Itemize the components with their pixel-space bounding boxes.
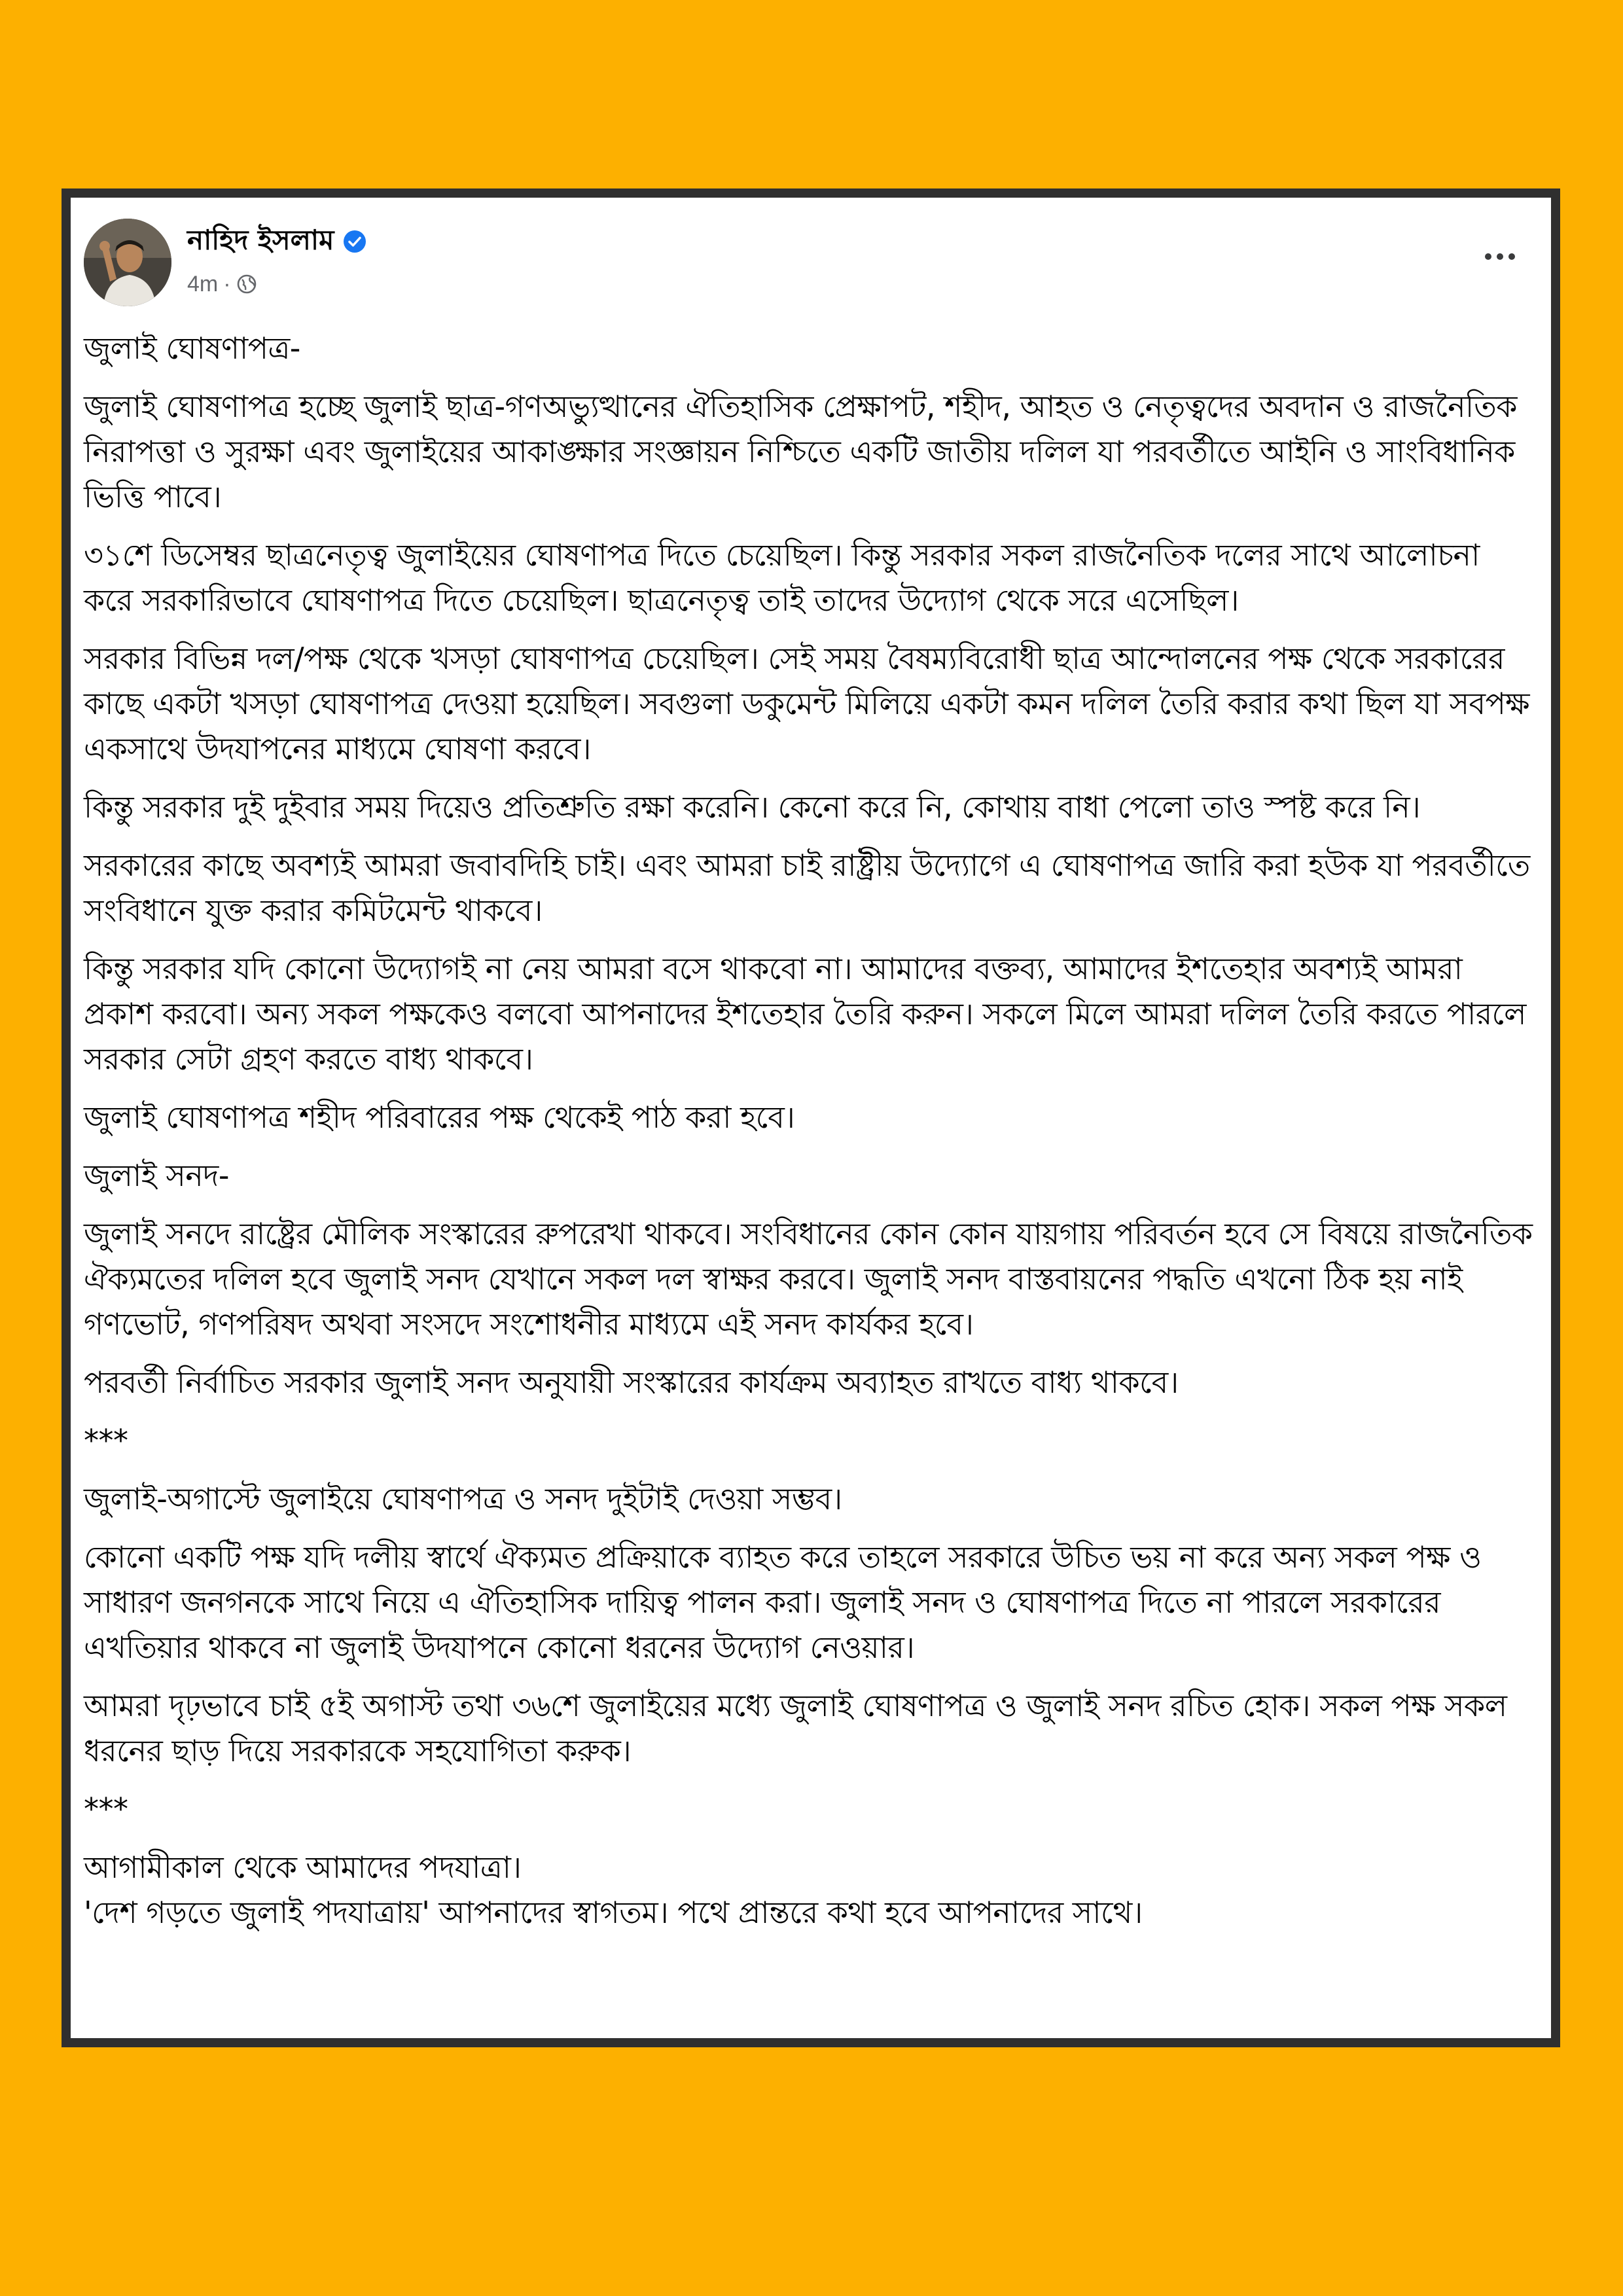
- post-paragraph: কিন্তু সরকার দুই দুইবার সময় দিয়েও প্রতিশ্রুতি রক্ষা করেনি। কেনো করে নি, কোথায় বাধা পেলো তাও স্পষ্ট করে নি।: [84, 789, 1421, 825]
- author-name[interactable]: নাহিদ ইসলাম: [187, 223, 334, 256]
- post-paragraph: জুলাই সনদে রাষ্ট্রের মৌলিক সংস্কারের রুপরেখা থাকবে। সংবিধানের কোন কোন যায়গায় পরিবর্তন হবে সে বিষয়ে রাজনৈতিক ঐক্যমতের দলিল হবে জুলাই সনদ যেখানে সকল দল স্বাক্ষর করবে। জুলাই সনদ বাস্তবায়নের পদ্ধতি এখনো ঠিক হয় নাই গণভোট, গণপরিষদ অথবা সংসদে সংশোধনীর মাধ্যমে এই সনদ কার্যকর হবে।: [84, 1216, 1533, 1342]
- post-paragraph: সরকারের কাছে অবশ্যই আমরা জবাবদিহি চাই। এবং আমরা চাই রাষ্ট্রীয় উদ্যোগে এ ঘোষণাপত্র জারি করা হউক যা পরবর্তীতে সংবিধানে যুক্ত করার কমিটমেন্ট থাকবে।: [84, 848, 1530, 928]
- post-body: [84, 326, 1534, 2038]
- post-paragraph: জুলাই ঘোষণাপত্র হচ্ছে জুলাই ছাত্র-গণঅভ্যুত্থানের ঐতিহাসিক প্রেক্ষাপট, শহীদ, আহত ও নেতৃত্বদের অবদান ও রাজনৈতিক নিরাপত্তা ও সুরক্ষা এবং জুলাইয়ের আকাঙ্ক্ষার সংজ্ঞায়ন নিশ্চিতে একটি জাতীয় দলিল যা পরবর্তীতে আইনি ও সাংবিধানিক ভিত্তি পাবে।: [84, 389, 1517, 514]
- post-timestamp[interactable]: 4m: [187, 271, 219, 296]
- more-options-button[interactable]: [1474, 242, 1526, 271]
- author-block: [187, 219, 366, 304]
- post-paragraph: জুলাই ঘোষণাপত্র-: [84, 331, 300, 366]
- author-line: [187, 219, 366, 264]
- post-paragraph: 'দেশ গড়তে জুলাই পদযাত্রায়' আপনাদের স্বাগতম। পথে প্রান্তরে কথা হবে আপনাদের সাথে।: [84, 1895, 1143, 1930]
- post-paragraph: জুলাই-অগাস্টে জুলাইয়ে ঘোষণাপত্র ও সনদ দুইটাই দেওয়া সম্ভব।: [84, 1481, 842, 1516]
- post-paragraph: পরবর্তী নির্বাচিত সরকার জুলাই সনদ অনুযায়ী সংস্কারের কার্যক্রম অব্যাহত রাখতে বাধ্য থাকবে।: [84, 1365, 1179, 1400]
- more-options-icon: [1485, 253, 1515, 260]
- globe-icon[interactable]: [236, 274, 257, 295]
- post-paragraph: জুলাই সনদ-: [84, 1158, 229, 1193]
- avatar-photo-icon: [84, 219, 171, 306]
- post-meta: [187, 264, 366, 304]
- post-paragraph: আমরা দৃঢ়ভাবে চাই ৫ই অগাস্ট তথা ৩৬শে জুলাইয়ের মধ্যে জুলাই ঘোষণাপত্র ও জুলাই সনদ রচিত হোক। সকল পক্ষ সকল ধরনের ছাড় দিয়ে সরকারকে সহযোগিতা করুক।: [84, 1688, 1507, 1768]
- post-paragraph: সরকার বিভিন্ন দল/পক্ষ থেকে খসড়া ঘোষণাপত্র চেয়েছিল। সেই সময় বৈষম্যবিরোধী ছাত্র আন্দোলনের পক্ষ থেকে সরকারের কাছে একটা খসড়া ঘোষণাপত্র দেওয়া হয়েছিল। সবগুলা ডকুমেন্ট মিলিয়ে একটা কমন দলিল তৈরি করার কথা ছিল যা সবপক্ষ একসাথে উদযাপনের মাধ্যমে ঘোষণা করবে।: [84, 641, 1530, 766]
- post-header: [84, 219, 1538, 310]
- post-paragraph: কোনো একটি পক্ষ যদি দলীয় স্বার্থে ঐক্যমত প্রক্রিয়াকে ব্যাহত করে তাহলে সরকারে উচিত ভয় না করে অন্য সকল পক্ষ ও সাধারণ জনগনকে সাথে নিয়ে এ ঐতিহাসিক দায়িত্ব পালন করা। জুলাই সনদ ও ঘোষণাপত্র দিতে না পারলে সরকারের এখতিয়ার থাকবে না জুলাই উদযাপনে কোনো ধরনের উদ্যোগ নেওয়ার।: [84, 1539, 1482, 1665]
- post-paragraph: ৩১শে ডিসেম্বর ছাত্রনেতৃত্ব জুলাইয়ের ঘোষণাপত্র দিতে চেয়েছিল। কিন্তু সরকার সকল রাজনৈতিক দলের সাথে আলোচনা করে সরকারিভাবে ঘোষণাপত্র দিতে চেয়েছিল। ছাত্রনেতৃত্ব তাই তাদের উদ্যোগ থেকে সরে এসেছিল।: [84, 537, 1480, 618]
- post-paragraph: কিন্তু সরকার যদি কোনো উদ্যোগই না নেয় আমরা বসে থাকবো না। আমাদের বক্তব্য, আমাদের ইশতেহার অবশ্যই আমরা প্রকাশ করবো। অন্য সকল পক্ষকেও বলবো আপনাদের ইশতেহার তৈরি করুন। সকলে মিলে আমরা দলিল তৈরি করতে পারলে সরকার সেটা গ্রহণ করতে বাধ্য থাকবে।: [84, 951, 1526, 1077]
- verified-badge-icon: [343, 230, 366, 253]
- post-paragraph: জুলাই ঘোষণাপত্র শহীদ পরিবারের পক্ষ থেকেই পাঠ করা হবে।: [84, 1100, 795, 1135]
- section-separator: ***: [84, 1791, 128, 1827]
- author-avatar[interactable]: [84, 219, 171, 306]
- facebook-post-card: [62, 188, 1560, 2047]
- post-paragraph: আগামীকাল থেকে আমাদের পদযাত্রা।: [84, 1850, 522, 1885]
- section-separator: ***: [84, 1423, 128, 1458]
- meta-separator: ·: [223, 271, 231, 296]
